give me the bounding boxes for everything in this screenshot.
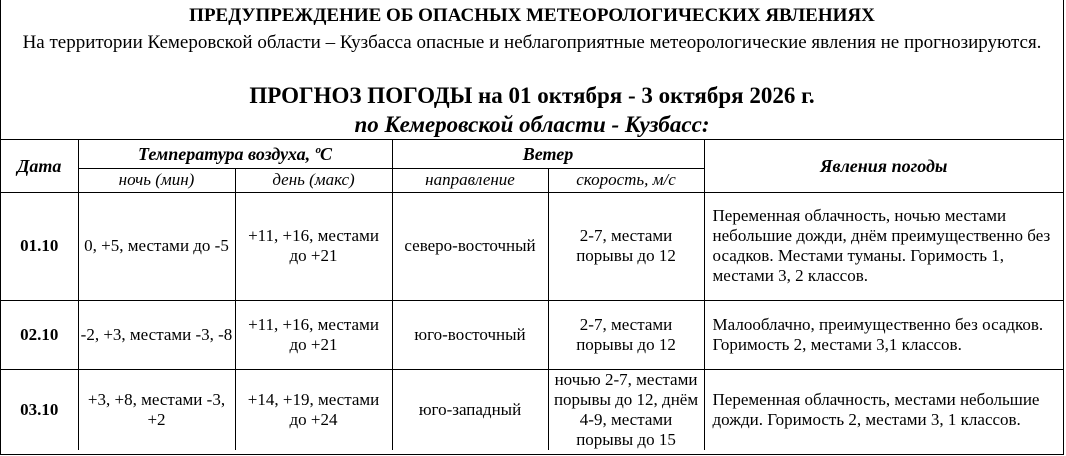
header-night: ночь (мин) (78, 168, 235, 192)
row-date: 03.10 (1, 369, 78, 450)
table-row (1, 192, 1063, 300)
row-phenomena: Переменная облачность, ночью местами небольшие дожди, днём преимущественно без осадков. Местами туманы. Горимость 1, местами 3, 2 классов. (704, 192, 1063, 300)
table-row (1, 369, 1063, 450)
header-speed: скорость, м/с (548, 168, 704, 192)
header-phenomena: Явления погоды (704, 140, 1063, 192)
warning-title: ПРЕДУПРЕЖДЕНИЕ ОБ ОПАСНЫХ МЕТЕОРОЛОГИЧЕСКИХ ЯВЛЕНИЯХ (189, 5, 875, 26)
row-night-temp: +3, +8, местами -3, +2 (78, 369, 235, 450)
forecast-table (1, 140, 1063, 450)
row-date: 02.10 (1, 300, 78, 369)
row-wind-speed: 2-7, местами порывы до 12 (548, 192, 704, 300)
row-date: 01.10 (1, 192, 78, 300)
warning-text: На территории Кемеровской области – Кузбасса опасные и неблагоприятные метеорологические явления не прогнозируются. (22, 32, 1042, 53)
row-day-temp: +14, +19, местами до +24 (235, 369, 392, 450)
forecast-title: ПРОГНОЗ ПОГОДЫ на 01 октября - 3 октября 2026 г. (249, 83, 815, 108)
document-header (1, 0, 1063, 140)
row-wind-direction: юго-восточный (392, 300, 548, 369)
header-temperature: Температура воздуха, ºС (78, 140, 392, 168)
row-phenomena: Малооблачно, преимущественно без осадков. Горимость 2, местами 3,1 классов. (704, 300, 1063, 369)
row-night-temp: -2, +3, местами -3, -8 (78, 300, 235, 369)
header-day: день (макс) (235, 168, 392, 192)
row-wind-speed: ночью 2-7, местами порывы до 12, днём 4-9, местами порывы до 15 (548, 369, 704, 450)
header-wind: Ветер (392, 140, 704, 168)
row-wind-direction: северо-восточный (392, 192, 548, 300)
header-direction: направление (392, 168, 548, 192)
forecast-region: по Кемеровской области - Кузбасс: (354, 112, 710, 137)
row-day-temp: +11, +16, местами до +21 (235, 300, 392, 369)
row-night-temp: 0, +5, местами до -5 (78, 192, 235, 300)
row-day-temp: +11, +16, местами до +21 (235, 192, 392, 300)
table-row (1, 300, 1063, 369)
row-wind-direction: юго-западный (392, 369, 548, 450)
row-phenomena: Переменная облачность, местами небольшие дожди. Горимость 2, местами 3, 1 классов. (704, 369, 1063, 450)
header-date: Дата (1, 140, 78, 192)
row-wind-speed: 2-7, местами порывы до 12 (548, 300, 704, 369)
